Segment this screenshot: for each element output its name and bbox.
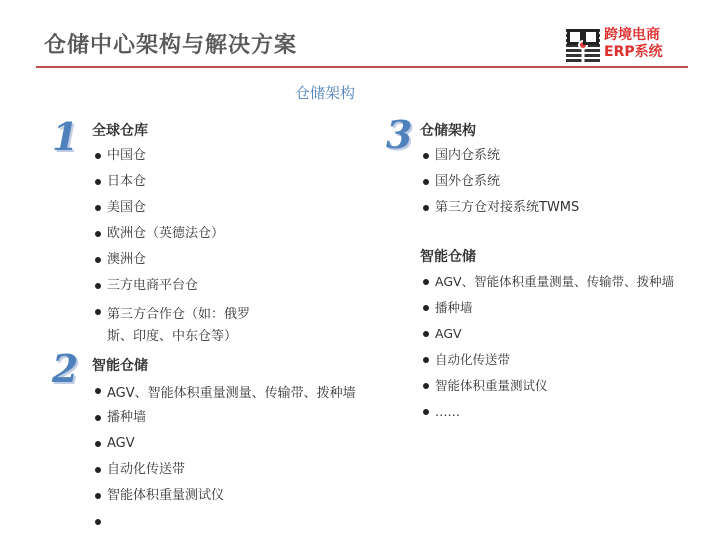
list-item: 智能体积重量测试仪 (422, 378, 718, 394)
list-item: 第三方合作仓（如：俄罗斯、印度、中东仓等） (94, 304, 274, 348)
list-item: AGV (94, 436, 379, 452)
list-item: 播种墙 (94, 410, 379, 426)
qr-code-icon (566, 28, 600, 62)
global-warehouse-list (94, 148, 290, 348)
warehouse-architecture-list (422, 148, 702, 216)
list-item: 自动化传送带 (422, 352, 718, 368)
list-item: 自动化传送带 (94, 462, 379, 478)
section-number-3: 3 (386, 112, 413, 157)
brand-logo (566, 28, 688, 62)
section-heading-smart-storage-right: 智能仓储 (420, 249, 476, 265)
list-item: 澳洲仓 (94, 252, 290, 268)
section-number-2: 2 (52, 346, 79, 391)
list-item: 美国仓 (94, 200, 290, 216)
list-item: 欧洲仓（英德法仓） (94, 226, 290, 242)
title-divider (36, 66, 688, 68)
section-number-1: 1 (52, 114, 79, 159)
list-item: 三方电商平台仓 (94, 278, 290, 294)
list-item: 第三方仓对接系统TWMS (422, 200, 702, 216)
section-heading-global-warehouses: 全球仓库 (92, 123, 148, 139)
list-item: 播种墙 (422, 300, 718, 316)
logo-text (604, 27, 663, 61)
list-item: AGV、智能体积重量测量、传输带、拨种墙 (422, 274, 718, 290)
list-item: 中国仓 (94, 148, 290, 164)
list-item: AGV (422, 326, 718, 342)
list-item: AGV、智能体积重量测量、传输带、拨种墙 (94, 383, 379, 405)
list-item: 智能体积重量测试仪 (94, 488, 379, 504)
page-title: 仓储中心架构与解决方案 (44, 33, 298, 58)
list-item: 国外仓系统 (422, 174, 702, 190)
section-heading-warehouse-architecture: 仓储架构 (420, 123, 476, 139)
list-item: …… (422, 404, 718, 420)
section-heading-smart-storage: 智能仓储 (92, 358, 148, 374)
logo-line-1: 跨境电商 (604, 27, 660, 43)
smart-storage-list (94, 383, 379, 514)
slide-subtitle: 仓储架构 (294, 84, 355, 102)
list-item: 国内仓系统 (422, 148, 702, 164)
list-item: 日本仓 (94, 174, 290, 190)
smart-storage-list-right (422, 274, 718, 420)
logo-line-2: ERP系统 (604, 44, 663, 60)
